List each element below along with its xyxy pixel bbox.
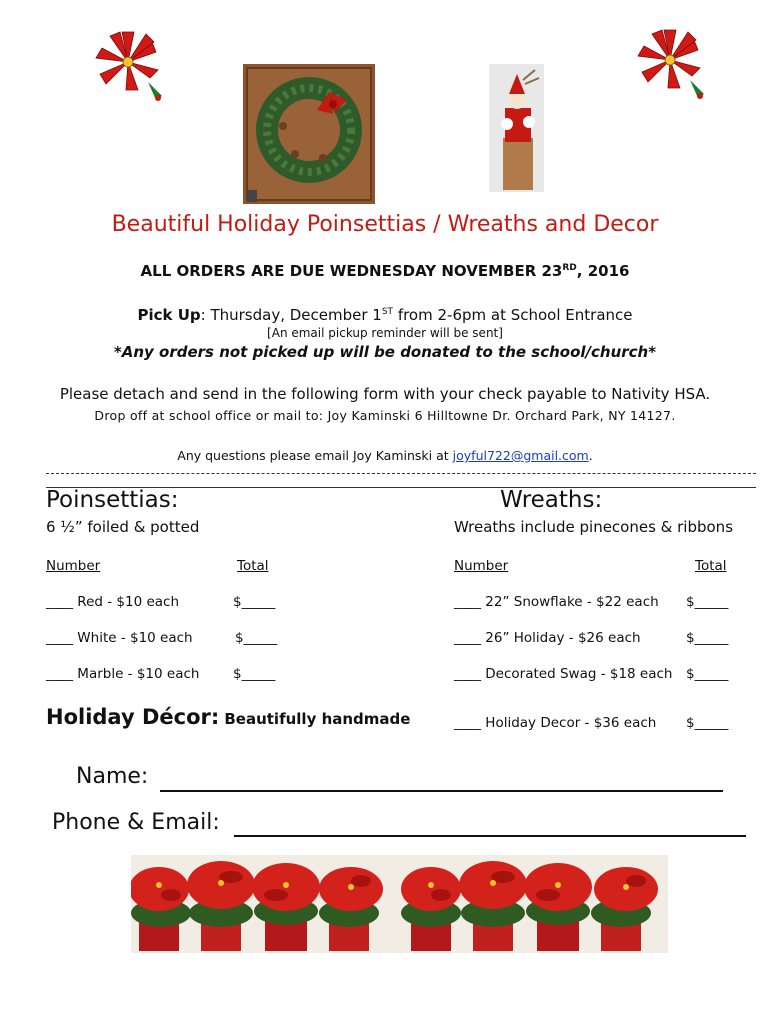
dropoff-address: Drop off at school office or mail to: Joy Kaminski 6 Hilltowne Dr. Orchard Park, NY 14127. xyxy=(94,408,676,423)
reminder-note: [An email pickup reminder will be sent] xyxy=(267,326,503,340)
poinsettia-clipart-right xyxy=(630,22,714,102)
email-link[interactable]: joyful722@gmail.com xyxy=(452,448,589,463)
total-field-swag[interactable]: $_____ xyxy=(686,666,729,682)
contact-field[interactable] xyxy=(234,835,746,837)
poinsettias-subtitle: 6 ½” foiled & potted xyxy=(46,518,200,536)
page-title: Beautiful Holiday Poinsettias / Wreaths and Decor xyxy=(111,212,659,237)
wreaths-total-header: Total xyxy=(695,558,727,574)
detach-instructions: Please detach and send in the following form with your check payable to Nativity HSA. xyxy=(59,385,711,403)
pickup-line: Pick Up: Thursday, December 1ST from 2-6pm at School Entrance xyxy=(137,306,633,324)
poinsettia-clipart-left xyxy=(88,24,172,104)
total-field-marble[interactable]: $_____ xyxy=(233,666,276,682)
holiday-decor-heading: Holiday Décor: Beautifully handmade xyxy=(46,705,411,729)
holiday-decor-photo xyxy=(489,64,544,192)
order-line-white[interactable]: ____ White - $10 each xyxy=(46,630,193,646)
name-field[interactable] xyxy=(160,790,723,792)
total-field-red[interactable]: $_____ xyxy=(233,594,276,610)
questions-line: Any questions please email Joy Kaminski at joyful722@gmail.com. xyxy=(177,448,593,463)
due-date-line: ALL ORDERS ARE DUE WEDNESDAY NOVEMBER 23RD, 2016 xyxy=(140,262,630,280)
poinsettias-total-header: Total xyxy=(237,558,269,574)
order-line-swag[interactable]: ____ Decorated Swag - $18 each xyxy=(454,666,673,682)
contact-label: Phone & Email: xyxy=(52,810,220,835)
pickup-notice: *Any orders not picked up will be donated to the school/church* xyxy=(113,343,657,361)
name-label: Name: xyxy=(76,764,149,789)
order-line-red[interactable]: ____ Red - $10 each xyxy=(46,594,180,610)
wreaths-heading: Wreaths: xyxy=(500,487,603,513)
order-line-snowflake[interactable]: ____ 22” Snowflake - $22 each xyxy=(454,594,659,610)
wreath-photo xyxy=(243,64,375,204)
order-line-holiday[interactable]: ____ 26” Holiday - $26 each xyxy=(454,630,641,646)
total-field-snowflake[interactable]: $_____ xyxy=(686,594,729,610)
detach-dashed-line xyxy=(46,473,756,474)
wreaths-subtitle: Wreaths include pinecones & ribbons xyxy=(454,518,734,536)
order-line-marble[interactable]: ____ Marble - $10 each xyxy=(46,666,200,682)
poinsettias-heading: Poinsettias: xyxy=(46,487,179,513)
wreaths-number-header: Number xyxy=(454,558,509,574)
order-line-holiday-decor[interactable]: ____ Holiday Decor - $36 each xyxy=(454,715,657,731)
poinsettias-number-header: Number xyxy=(46,558,101,574)
poinsettia-banner-photo xyxy=(131,855,668,953)
total-field-holiday-decor[interactable]: $_____ xyxy=(686,715,729,731)
total-field-holiday[interactable]: $_____ xyxy=(686,630,729,646)
total-field-white[interactable]: $_____ xyxy=(235,630,278,646)
